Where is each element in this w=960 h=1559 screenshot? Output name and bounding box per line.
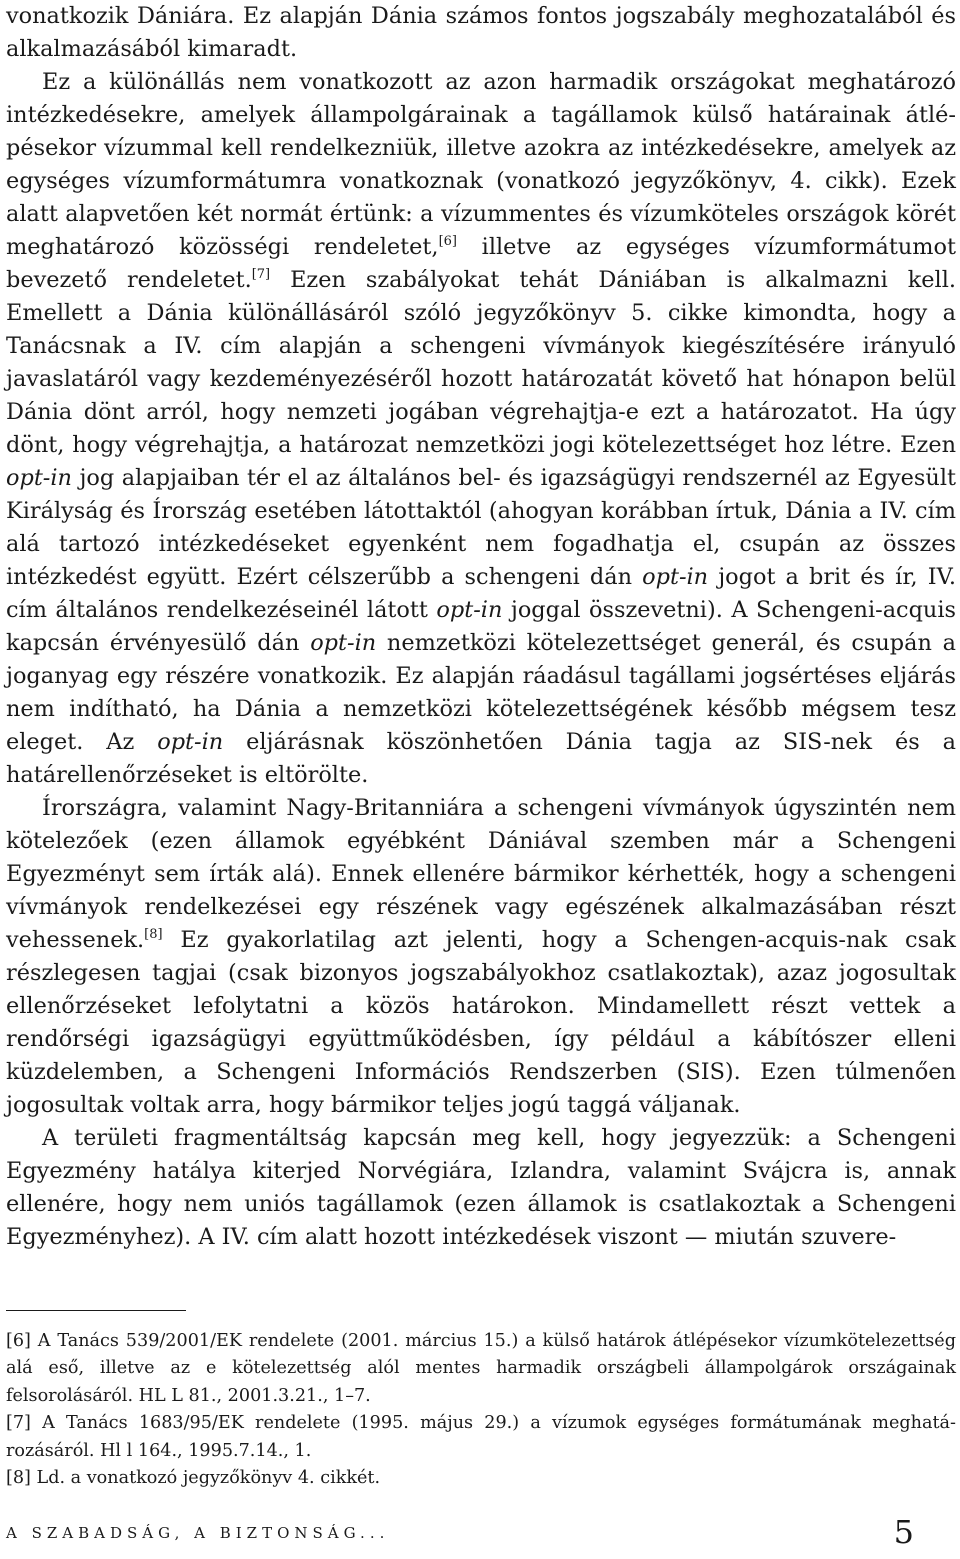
text-run: joggal összevetni). A Schengeni-acquis kapcsán érvényesülő dán <box>6 597 956 656</box>
italic-term: opt-in <box>642 564 709 590</box>
text-run: Ez gyakorlatilag azt jelenti, hogy a Schengen-acquis-nak csak részlegesen tagjai (csak bizonyos jogszabályokhoz csatlakoztak), azaz jogosultak ellenőrzéseket lefolytatni a közös határokon. Mindamellett részt vettek a rendőrségi igazságügyi együttműködésben, így például a kábítószer elleni küzdelemben, a Schengeni Információs Rendszerben (SIS). Ezen túlmenően jogosultak voltak arra, hogy bármikor teljes jogú taggá váljanak. <box>6 927 956 1118</box>
footnote-divider <box>6 1310 186 1311</box>
footnote-ref-7[interactable]: [7] <box>251 266 271 282</box>
footnotes <box>6 1328 956 1492</box>
text-run: vonatkozik Dániára. Ez alapján Dánia számos fontos jogszabály meghozatalából és alkalmazásából kimaradt. <box>6 3 956 62</box>
text-run: Ez a különállás nem vonatkozott az azon harmadik országokat meghatározó intézkedésekre, amelyek állampolgárainak a tagállamok külső határainak átlépésekor vízummal kell rendelkezniük, illetve azokra az intézkedésekre, amelyek az egységes vízumformátumra vonatkoznak (vonatkozó jegyzőkönyv, 4. cikk). Ezek alatt alapvetően két normát értünk: a vízummentes és vízumköteles országok körét meghatározó közösségi rendeletet, <box>6 69 956 260</box>
italic-term: opt-in <box>310 630 377 656</box>
paragraph <box>6 66 956 792</box>
paragraph <box>6 0 956 66</box>
text-run: jogot a brit és ír, IV. cím általános rendelkezéseinél látott <box>6 564 956 623</box>
italic-term: opt-in <box>157 729 224 755</box>
italic-term: opt-in <box>6 465 72 491</box>
footnote-8: [8] Ld. a vonatkozó jegyzőkönyv 4. cikkét. <box>6 1468 381 1489</box>
text-run: nemzetközi kötelezettséget generál, és csupán a joganyag egy részére vonatkozik. Ez alapján ráadásul tagállami jogsértéses eljárás nem indítható, ha Dánia a nemzetközi kötelezettségének később mégsem tesz eleget. Az <box>6 630 957 755</box>
footnote-ref-6[interactable]: [6] <box>438 233 457 249</box>
footnote-ref-8[interactable]: [8] <box>144 926 163 942</box>
paragraph <box>6 1122 956 1254</box>
text-run: illetve az egységes vízumformátumot bevezető rendeletet. <box>6 234 956 293</box>
text-run: A területi fragmentáltság kapcsán meg kell, hogy jegyezzük: a Schengeni Egyezmény hatálya kiterjed Norvégiára, Izlandra, valamint Svájcra is, annak ellenére, hogy nem uniós tagállamok (ezen államok is csatlakoztak a Schengeni Egyezményhez). A IV. cím alatt hozott intézkedések viszont — miután szuvere- <box>6 1125 956 1250</box>
text-run: jog alapjaiban tér el az általános bel- és igazságügyi rendszernél az Egyesült Királyság és Írország esetében látottaktól (ahogyan korábban írtuk, Dánia a IV. cím alá tartozó intézkedéseket egyenként nem fogadhatja el, csupán az összes intézkedést együtt. Ezért célszerűbb a schengeni dán <box>6 465 956 590</box>
page-number: 5 <box>893 1513 914 1551</box>
text-run: Írországra, valamint Nagy-Britanniára a schengeni vívmányok úgyszintén nem kötelezőek (ezen államok egyébként Dániával szemben már a Schengeni Egyezményt sem írták alá). Ennek ellenére bármikor kérhették, hogy a schengeni vívmányok rendelkezései egy részének vagy egészének alkalmazásában részt vehessenek. <box>6 795 956 953</box>
running-footer-title: A SZABADSÁG, A BIZTONSÁG... <box>6 1524 390 1542</box>
italic-term: opt-in <box>436 597 503 623</box>
footnote-7: [7] A Tanács 1683/95/EK rendelete (1995. május 29.) a vízumok egységes formátumának meghatározásáról. Hl l 164., 1995.7.14., 1. <box>6 1413 956 1461</box>
paragraph <box>6 792 956 1122</box>
footnote-6: [6] A Tanács 539/2001/EK rendelete (2001. március 15.) a külső határok átlépésekor vízumkötelezettség alá eső, illetve az e kötelezettség alól mentes harmadik országbeli állampolgárok országainak felsorolásáról. HL L 81., 2001.3.21., 1–7. <box>6 1331 956 1406</box>
text-run: eljárásnak köszönhetően Dánia tagja az SIS-nek és a határellenőrzéseket is eltörölte. <box>6 729 957 788</box>
text-run: Ezen szabályokat tehát Dániában is alkalmazni kell. Emellett a Dánia különállásáról szóló jegyzőkönyv 5. cikke kimondta, hogy a Tanácsnak a IV. cím alapján a schengeni vívmányok kiegészítésére irányuló javaslatáról vagy kezdeményezéséről hozott határozatát követő hat hónapon belül Dánia dönt arról, hogy nemzeti jogában végrehajtja-e ezt a határozatot. Ha úgy dönt, hogy végrehajtja, a határozat nemzetközi jogi kötelezettséget hoz létre. Ezen <box>6 267 956 458</box>
body-text <box>6 0 956 1254</box>
